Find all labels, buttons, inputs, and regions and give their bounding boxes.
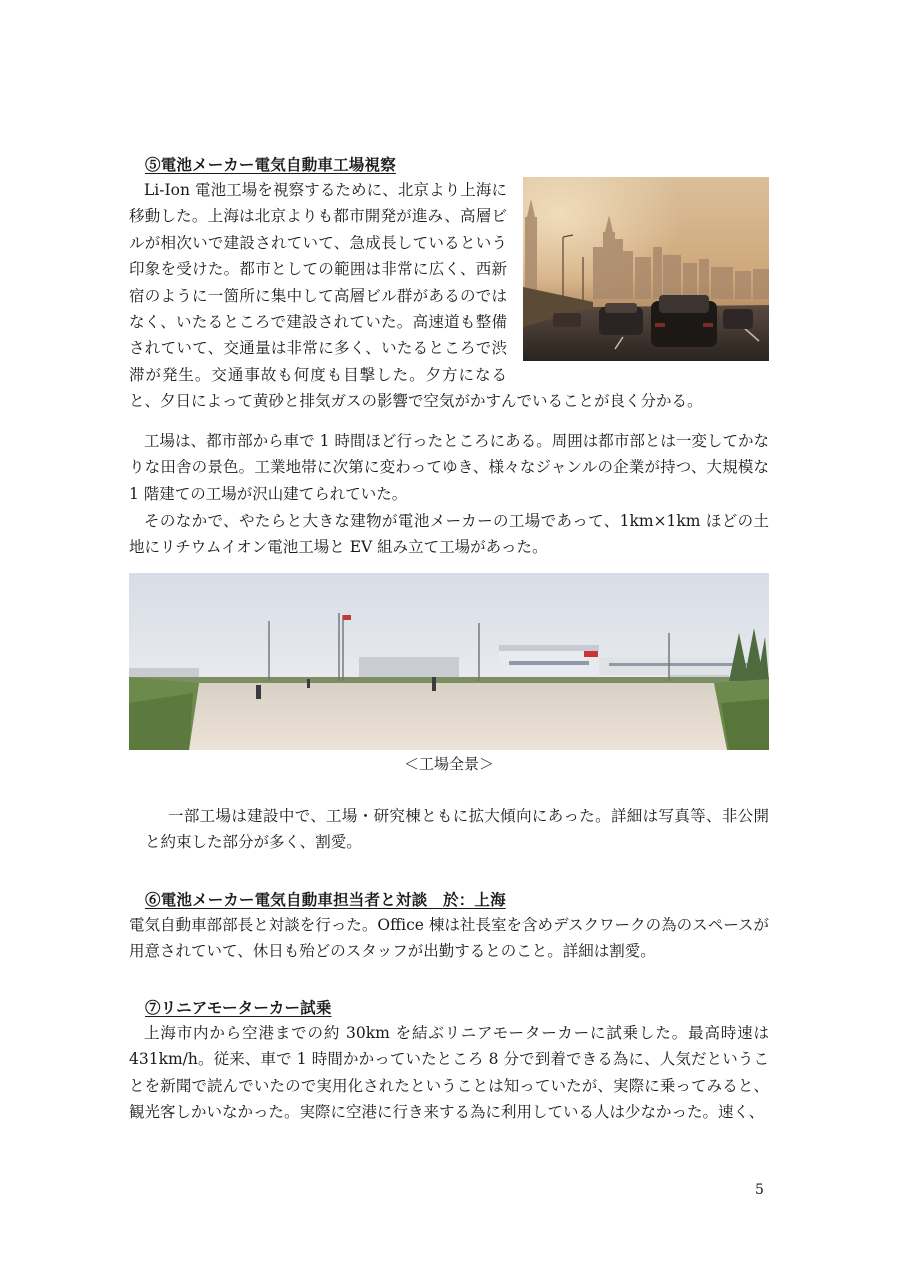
section-5-paragraph-4: 一部工場は建設中で、工場・研究棟ともに拡大傾向にあった。詳細は写真等、非公開と約束した部分が多く、割愛。: [145, 807, 769, 852]
panorama-caption: ＜工場全景＞: [403, 755, 494, 773]
factory-panorama-photo: [129, 573, 769, 750]
section-6-paragraph-1: 電気自動車部部長と対談を行った。Office 棟は社長室を含めデスクワークの為のスペースが用意されていて、休日も殆どのスタッフが出勤するとのこと。詳細は割愛。: [129, 916, 769, 961]
section-6-heading: ⑥電池メーカー電気自動車担当者と対談 於：上海: [145, 890, 506, 909]
section-7-paragraph-1: 上海市内から空港までの約 30km を結ぶリニアモーターカーに試乗した。最高時速は 431km/h。従来、車で 1 時間かかっていたところ 8 分で到着できる為に、人気だということを新聞で読んでいたので実用化されたということは知っていたが、実際に乗ってみると、観光客しかいなかった。実際に空港に行き来する為に利用している人は少なかった。速く、: [129, 1024, 769, 1122]
section-5-paragraph-3: そのなかで、やたらと大きな建物が電池メーカーの工場であって、1km×1km ほどの土地にリチウムイオン電池工場と EV 組み立て工場があった。: [129, 512, 769, 557]
shanghai-city-photo: [523, 177, 769, 361]
section-5-paragraph-2: 工場は、都市部から車で 1 時間ほど行ったところにある。周囲は都市部とは一変してかなりな田舎の景色。工業地帯に次第に変わってゆき、様々なジャンルの企業が持つ、大規模な 1 階建ての工場が沢山建てられていた。: [129, 432, 769, 503]
section-5-paragraph-1-text: Li-Ion 電池工場を視察するために、北京より上海に移動した。上海は北京よりも都市開発が進み、高層ビルが相次いで建設されていて、急成長しているという印象を受けた。都市としての範囲は非常に広く、西新宿のように一箇所に集中して高層ビル群があるのではなく、いたるところで建設されていた。高速道も整備されていて、交通量は非常に多く、いたるところで渋滞が発生。交通事故も何度も目撃した。夕方になると、夕日によって黄砂と排気ガスの影響で空気がかすんでいることが良く分かる。: [129, 181, 703, 411]
section-7-heading: ⑦リニアモーターカー試乗: [145, 998, 332, 1017]
section-5-paragraph-1: [129, 177, 769, 415]
page-number: 5: [755, 1182, 764, 1198]
section-5-heading: ⑤電池メーカー電気自動車工場視察: [145, 155, 396, 174]
